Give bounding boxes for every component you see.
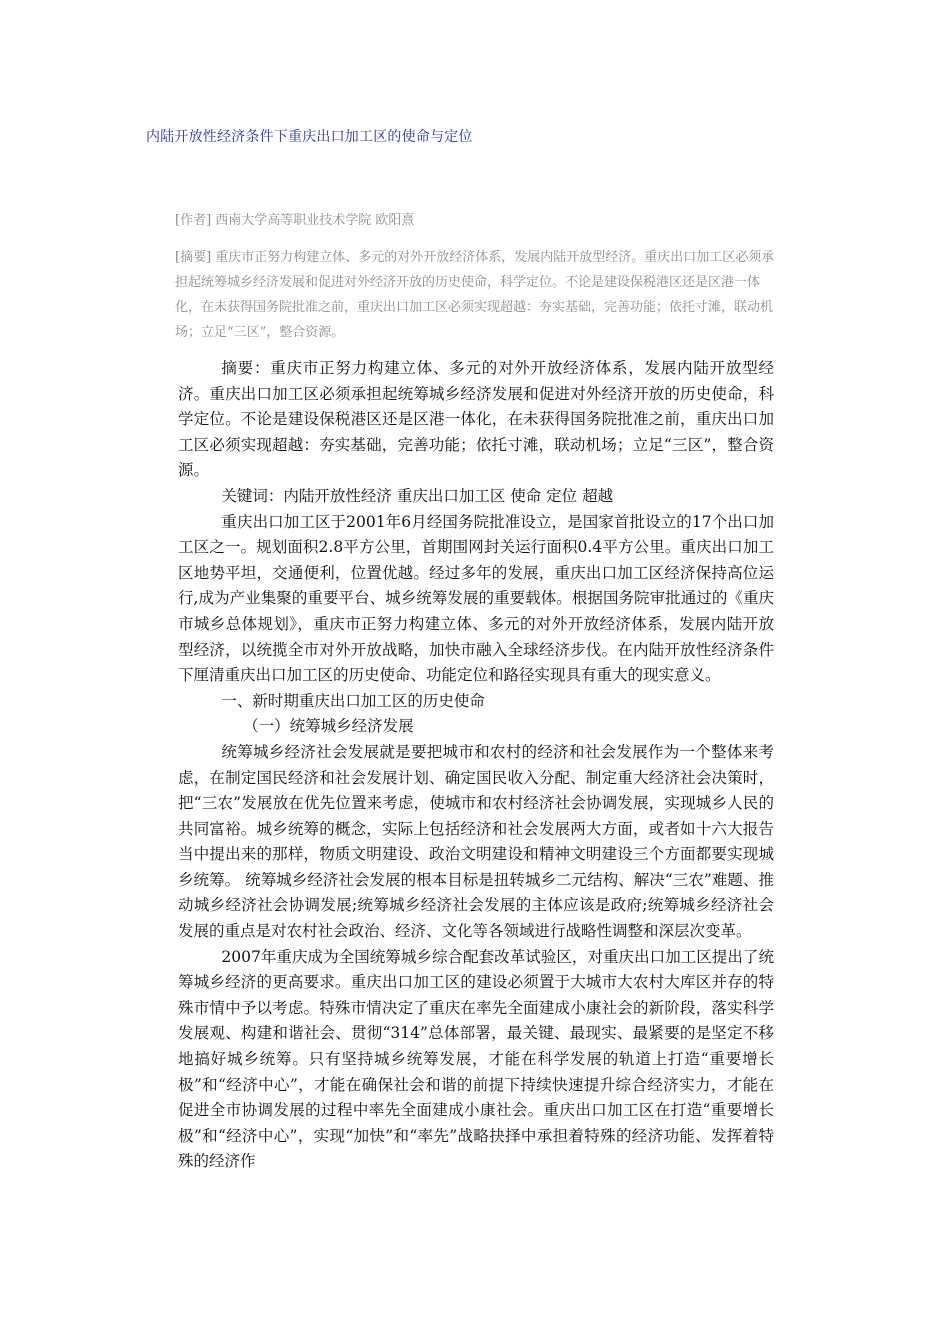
author-name: 西南大学高等职业技术学院 欧阳熹 [215,213,415,228]
abstract-summary [175,245,775,345]
body-paragraph-urban-rural: 统筹城乡经济社会发展就是要把城市和农村的经济和社会发展作为一个整体来考虑，在制定国民经济和社会发展计划、确定国民收入分配、制定重大经济社会决策时，把“三农”发展放在优先位置来考虑，使城市和农村经济社会协调发展，实现城乡人民的共同富裕。城乡统筹的概念，实际上包括经济和社会发展两大方面，或者如十六大报告当中提出来的那样，物质文明建设、政治文明建设和精神文明建设三个方面都要实现城乡统筹。 统筹城乡经济社会发展的根本目标是扭转城乡二元结构、解决“三农”难题、推动城乡经济社会协调发展;统筹城乡经济社会发展的主体应该是政府;统筹城乡经济社会发展的重点是对农村社会政治、经济、文化等各领域进行战略性调整和深层次变革。 [178,742,774,941]
body-paragraph-intro: 重庆出口加工区于2001年6月经国务院批准设立，是国家首批设立的17个出口加工区之一。规划面积2.8平方公里，首期围网封关运行面积0.4平方公里。重庆出口加工区地势平坦，交通便利，位置优越。经过多年的发展，重庆出口加工区经济保持高位运行,成为产业集聚的重要平台、城乡统筹发展的重要载体。根据国务院审批通过的《重庆市城乡总体规划》，重庆市正努力构建立体、多元的对外开放经济体系，发展内陆开放型经济，以统揽全市对外开放战略，加快市融入全球经济步伐。在内陆开放性经济条件下厘清重庆出口加工区的历史使命、功能定位和路径实现具有重大的现实意义。 [178,512,774,685]
article-body [178,356,774,1175]
abstract-tag: [摘要] [175,250,212,265]
author-line [175,208,775,233]
author-tag: [作者] [175,213,212,228]
body-paragraph-abstract: 摘要：重庆市正努力构建立体、多元的对外开放经济体系，发展内陆开放型经济。重庆出口加工区必须承担起统筹城乡经济发展和促进对外经济开放的历史使命，科学定位。不论是建设保税港区还是区港一体化，在未获得国务院批准之前，重庆出口加工区必须实现超越：夯实基础，完善功能；依托寸滩，联动机场；立足“三区”，整合资源。 [178,359,774,480]
abstract-text: 重庆市正努力构建立体、多元的对外开放经济体系，发展内陆开放型经济。重庆出口加工区必须承担起统筹城乡经济发展和促进对外经济开放的历史使命，科学定位。不论是建设保税港区还是区港一体化，在未获得国务院批准之前，重庆出口加工区必须实现超越：夯实基础，完善功能；依托寸滩，联动机场；立足“三区”，整合资源。 [175,250,775,340]
subsection-heading: （一）统筹城乡经济发展 [243,717,414,736]
page-title: 内陆开放性经济条件下重庆出口加工区的使命与定位 [146,129,473,145]
body-paragraph-keywords: 关键词：内陆开放性经济 重庆出口加工区 使命 定位 超越 [221,486,614,505]
body-paragraph-2007: 2007年重庆成为全国统筹城乡综合配套改革试验区，对重庆出口加工区提出了统筹城乡经济的更高要求。重庆出口加工区的建设必须置于大城市大农村大库区并存的特殊市情中予以考虑。特殊市情决定了重庆在率先全面建成小康社会的新阶段，落实科学发展观、构建和谐社会、贯彻“314”总体部署，最关键、最现实、最紧要的是坚定不移地搞好城乡统筹。只有坚持城乡统筹发展，才能在科学发展的轨道上打造“重要增长极”和“经济中心”，才能在确保社会和谐的前提下持续快速提升综合经济实力，才能在促进全市协调发展的过程中率先全面建成小康社会。重庆出口加工区在打造“重要增长极”和“经济中心”，实现“加快”和“率先”战略抉择中承担着特殊的经济功能、发挥着特殊的经济作 [178,947,774,1171]
section-heading: 一、新时期重庆出口加工区的历史使命 [221,691,485,710]
